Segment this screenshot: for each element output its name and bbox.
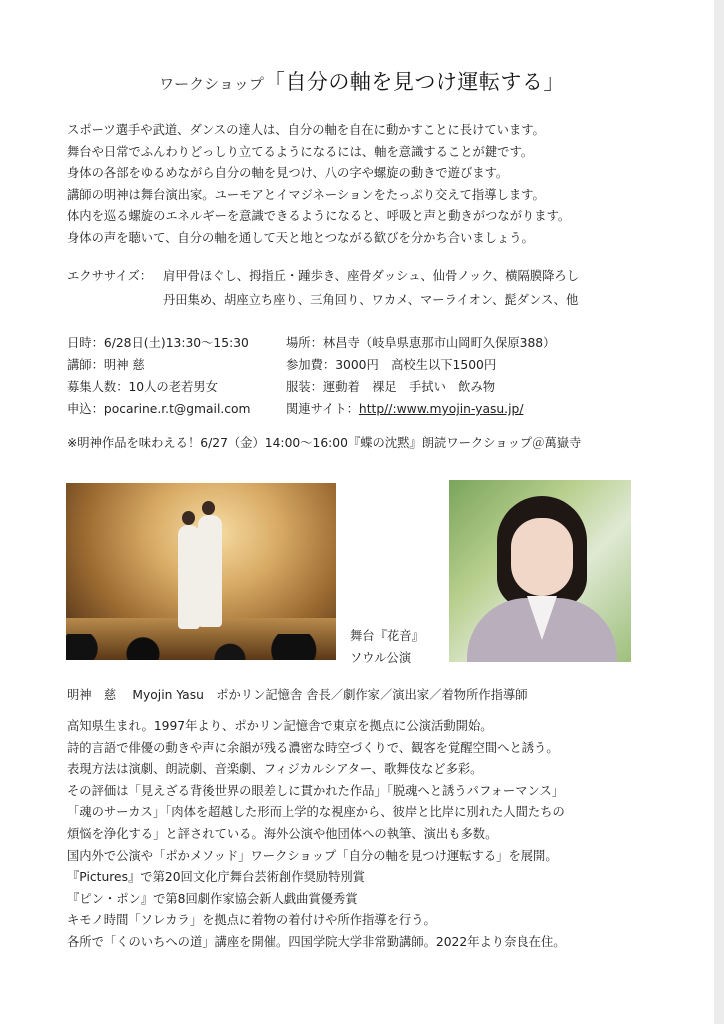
bio-line: 国内外で公演や「ポかメソッド」ワークショップ「自分の軸を見つけ運転する」を展開。 xyxy=(67,848,558,863)
dancer-figure xyxy=(178,525,200,629)
info-capacity: 募集人数：10人の老若男女 xyxy=(67,380,218,394)
bio-line: 『ピン・ポン』で第8回劇作家協会新人戯曲賞優秀賞 xyxy=(67,891,358,906)
portrait-face xyxy=(511,518,573,596)
site-link[interactable]: http//:www.myojin-yasu.jp/ xyxy=(358,402,524,416)
intro-line: 身体の各部をゆるめながら自分の軸を見つけ、八の字や螺旋の動きで遊びます。 xyxy=(67,166,509,180)
bio-line: 『Pictures』で第20回文化庁舞台芸術創作奨励特別賞 xyxy=(67,870,365,885)
page-title xyxy=(0,66,724,96)
info-instructor: 講師：明神 慈 xyxy=(67,358,145,372)
caption-subtitle: ソウル公演 xyxy=(350,651,412,665)
bio-line: 各所で「くのいちへの道」講座を開催。四国学院大学非常勤講師。2022年より奈良在住。 xyxy=(67,934,566,949)
bio-line: キモノ時間「ソレカラ」を拠点に着物の着付けや所作指導を行う。 xyxy=(67,913,436,928)
page-edge xyxy=(714,0,724,1024)
exercise-label: エクササイズ： xyxy=(67,269,153,283)
exercise-line-2: 丹田集め、胡座立ち座り、三角回り、ワカメ、マーライオン、髭ダンス、他 xyxy=(163,293,579,307)
title-main: 「自分の軸を見つけ運転する」 xyxy=(263,70,565,94)
info-attire: 服装：運動着 裸足 手拭い 飲み物 xyxy=(286,380,496,394)
exercise-line-1: 肩甲骨ほぐし、拇指丘・踵歩き、座骨ダッシュ、仙骨ノック、横隔膜降ろし xyxy=(163,269,580,283)
bio-paragraph xyxy=(67,716,566,954)
bio-header: 明神 慈 Myojin Yasu ポかリン記憶舎 舎長／劇作家／演出家／着物所作指導師 xyxy=(67,688,528,702)
intro-line: 身体の声を聴いて、自分の軸を通して天と地とつながる歓びを分かち合いましょう。 xyxy=(67,230,534,245)
dancer-figure xyxy=(198,515,222,627)
info-apply-email: 申込：pocarine.r.t@gmail.com xyxy=(67,402,251,416)
site-label: 関連サイト： xyxy=(286,402,359,416)
bio-line: 煩悩を浄化する」と評されている。海外公演や他団体への執筆、演出も多数。 xyxy=(67,826,498,841)
instructor-portrait xyxy=(449,480,631,662)
caption-title: 舞台『花音』 xyxy=(350,629,424,643)
stage-performance-photo xyxy=(66,483,336,660)
intro-line: スポーツ選手や武道、ダンスの達人は、自分の軸を自在に動かすことに長けています。 xyxy=(67,123,545,137)
bio-line: その評価は「見えざる背後世界の眼差しに貫かれた作品」「脱魂へと誘うパフォーマンス」 xyxy=(67,783,565,798)
bio-line: 詩的言語で俳優の動きや声に余韻が残る濃密な時空づくりで、観客を覚醒空間へと誘う。 xyxy=(67,740,559,755)
intro-line: 講師の明神は舞台演出家。ユーモアとイマジネーションをたっぷり交えて指導します。 xyxy=(67,187,545,202)
photo-caption xyxy=(350,625,424,669)
audience-silhouettes xyxy=(66,634,336,660)
info-venue: 場所：林昌寺（岐阜県恵那市山岡町久保原388） xyxy=(286,336,556,350)
title-prefix: ワークショップ xyxy=(159,75,264,93)
reading-workshop-note: ※明神作品を味わえる！6/27（金）14:00〜16:00『蝶の沈黙』朗読ワークショップ＠萬嶽寺 xyxy=(67,436,582,450)
intro-line: 舞台や日常でふんわりどっしり立てるようになるには、軸を意識することが鍵です。 xyxy=(67,144,534,159)
info-site xyxy=(286,399,523,417)
bio-line: 「魂のサーカス」「肉体を超越した形而上学的な視座から、彼岸と比岸に別れた人間たちの xyxy=(67,805,565,820)
intro-paragraph xyxy=(67,120,570,249)
intro-line: 体内を巡る螺旋のエネルギーを意識できるようになると、呼吸と声と動きがつながります。 xyxy=(67,209,571,223)
info-date: 日時：6/28日(土)13:30〜15:30 xyxy=(67,336,249,350)
info-fee: 参加費：3000円 高校生以下1500円 xyxy=(286,358,497,372)
bio-line: 表現方法は演劇、朗読劇、音楽劇、フィジカルシアター、歌舞伎など多彩。 xyxy=(67,762,483,777)
bio-line: 高知県生まれ。1997年より、ポかリン記憶舎で東京を拠点に公演活動開始。 xyxy=(67,719,493,733)
